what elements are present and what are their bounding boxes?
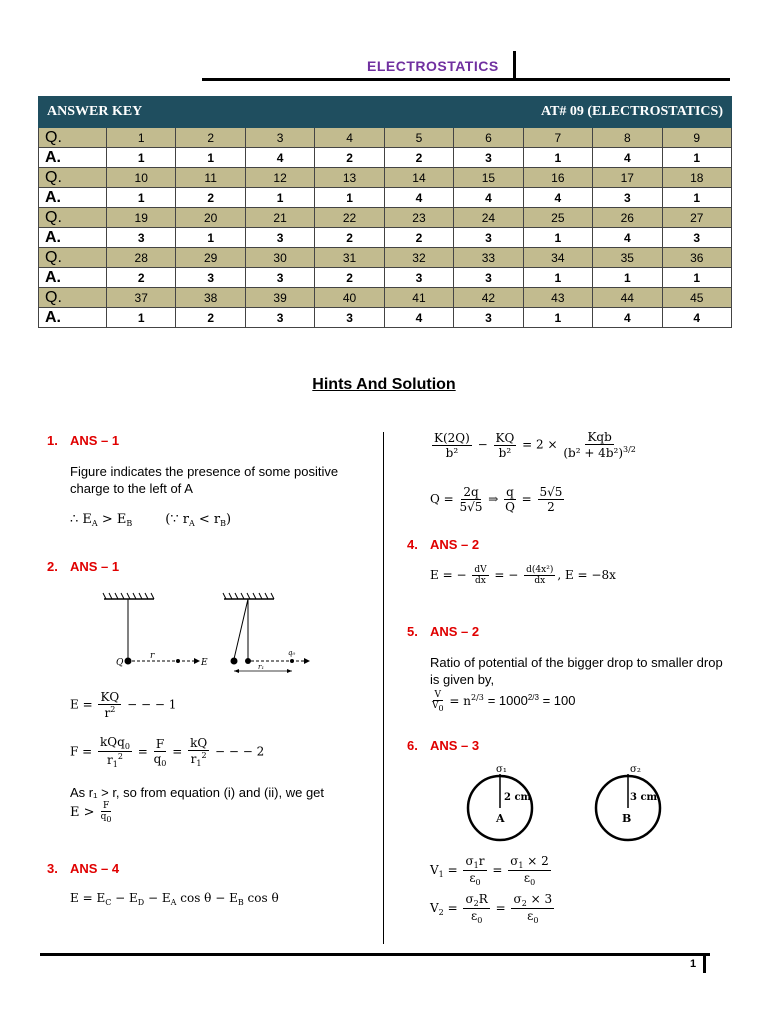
answer-row [39, 268, 732, 288]
solution-1-number: 1. [47, 433, 58, 448]
answer-cell: 2 [384, 148, 453, 168]
fig2-label-e: E [201, 658, 208, 668]
answer-cell: 1 [662, 148, 732, 168]
answer-cell: 3 [107, 228, 176, 248]
answer-cell: 1 [523, 228, 592, 248]
solution-2-conclusion: E > $\frac{F}{q0}$ [70, 801, 112, 824]
answer-cell: 4 [593, 308, 662, 328]
answer-cell: 4 [523, 188, 592, 208]
question-number-cell: 38 [176, 288, 245, 308]
question-number-cell: 25 [523, 208, 592, 228]
solution-3-equation: $E = E_C - E_D - E_A$ $\cos \theta - E_B$ cos θ [70, 891, 279, 907]
answer-row [39, 228, 732, 248]
answer-cell: 4 [662, 308, 732, 328]
answer-cell: 2 [176, 308, 245, 328]
footer-vertical-bar [703, 956, 706, 973]
solution-3-answer: ANS – 4 [70, 861, 120, 876]
answer-cell: 3 [245, 308, 314, 328]
question-number-cell: 7 [523, 128, 592, 148]
answer-cell: 4 [454, 188, 523, 208]
answer-cell: 2 [176, 188, 245, 208]
solution-3-heading [47, 861, 119, 876]
answer-cell: 3 [454, 268, 523, 288]
answer-cell: 2 [384, 228, 453, 248]
solution-2-number: 2. [47, 559, 58, 574]
question-number-cell: 5 [384, 128, 453, 148]
question-row [39, 248, 732, 268]
question-number-cell: 23 [384, 208, 453, 228]
question-number-cell: 20 [176, 208, 245, 228]
question-number-cell: 6 [454, 128, 523, 148]
answer-cell: 4 [384, 188, 453, 208]
answer-cell: 4 [593, 228, 662, 248]
row-label: A. [39, 268, 107, 288]
solution-5-text: Ratio of potential of the bigger drop to smaller drop is given by, [430, 655, 723, 687]
question-number-cell: 42 [454, 288, 523, 308]
question-row [39, 208, 732, 228]
answer-cell: 3 [593, 188, 662, 208]
solution-1-equation: ∴ $E_A > E_B$ (∵ $r_A < r_B$) [70, 512, 232, 528]
answer-cell: 4 [245, 148, 314, 168]
answer-cell: 2 [315, 148, 384, 168]
question-number-cell: 28 [107, 248, 176, 268]
solution-4-number: 4. [407, 537, 418, 552]
solution-5-result-2: = 100 [542, 693, 576, 708]
solution-6-number: 6. [407, 738, 418, 753]
header-rule [202, 78, 730, 81]
solution-3-equation-2: $\frac{K(2Q)}{\text{b²}}$ − $\frac{KQ}{\text{b²}}$ = 2 × $\frac{\text{Kqb}}{(b^2 + 4b^2)^{3/2}}$ [434, 430, 636, 460]
row-label: A. [39, 228, 107, 248]
answer-cell: 3 [176, 268, 245, 288]
answer-cell: 3 [245, 268, 314, 288]
question-number-cell: 11 [176, 168, 245, 188]
solution-2-text: As r₁ > r, so from equation (i) and (ii), we get [70, 785, 325, 800]
question-row [39, 288, 732, 308]
question-number-cell: 32 [384, 248, 453, 268]
answer-cell: 3 [454, 228, 523, 248]
row-label: Q. [39, 208, 107, 228]
answer-row [39, 308, 732, 328]
question-number-cell: 4 [315, 128, 384, 148]
pendulum-figure [98, 589, 312, 677]
footer-rule [40, 953, 710, 956]
question-number-cell: 19 [107, 208, 176, 228]
answer-cell: 1 [107, 148, 176, 168]
question-number-cell: 1 [107, 128, 176, 148]
row-label: A. [39, 188, 107, 208]
answer-cell: 2 [315, 268, 384, 288]
question-number-cell: 22 [315, 208, 384, 228]
solution-6-heading [407, 738, 479, 753]
solution-6-answer: ANS – 3 [430, 738, 480, 753]
fig6-label-a: A [496, 812, 505, 825]
fig2-label-r: r [150, 651, 155, 661]
question-number-cell: 33 [454, 248, 523, 268]
solution-2-equation-2: F = $\frac{kQq_0}{r_1^2}$ = $\frac{F}{q_0}$ = $\frac{kQ}{r_1^2}$ − − − 2 [70, 735, 265, 769]
solution-1-heading [47, 433, 119, 448]
row-label: Q. [39, 248, 107, 268]
answer-cell: 1 [523, 308, 592, 328]
solution-4-answer: ANS – 2 [430, 537, 480, 552]
fig6-label-b: B [622, 812, 632, 825]
row-label: A. [39, 148, 107, 168]
row-label: Q. [39, 288, 107, 308]
document-header-title: ELECTROSTATICS [367, 58, 499, 74]
question-number-cell: 3 [245, 128, 314, 148]
fig6-len-b: 3 cm [630, 792, 658, 803]
question-number-cell: 35 [593, 248, 662, 268]
question-number-cell: 36 [662, 248, 732, 268]
solution-6-equation-2: $V_2$ = $\frac{\sigma_2R}{\varepsilon_0}$ = $\frac{\sigma_2 \times 3}{\varepsilon_0}$ [430, 892, 553, 925]
hints-section-title: Hints And Solution [312, 376, 456, 393]
fig6-sigma2: σ₂ [630, 764, 641, 775]
question-number-cell: 15 [454, 168, 523, 188]
question-number-cell: 18 [662, 168, 732, 188]
answer-row [39, 188, 732, 208]
question-number-cell: 45 [662, 288, 732, 308]
solution-1-answer: ANS – 1 [70, 433, 120, 448]
answer-cell: 1 [662, 268, 732, 288]
question-number-cell: 14 [384, 168, 453, 188]
solution-2-answer: ANS – 1 [70, 559, 120, 574]
answer-cell: 3 [384, 268, 453, 288]
answer-cell: 1 [107, 188, 176, 208]
solution-1-text: Figure indicates the presence of some positive charge to the left of A [70, 464, 339, 496]
column-divider [383, 432, 384, 944]
solution-6-equation-1: $V_1$ = $\frac{\sigma_1r}{\varepsilon_0}$ = $\frac{\sigma_1 \times 2}{\varepsilon_0}$ [430, 854, 549, 887]
question-number-cell: 2 [176, 128, 245, 148]
answer-cell: 1 [245, 188, 314, 208]
question-number-cell: 13 [315, 168, 384, 188]
answer-cell: 2 [107, 268, 176, 288]
row-label: A. [39, 308, 107, 328]
answer-cell: 1 [107, 308, 176, 328]
answer-cell: 2 [315, 228, 384, 248]
answer-cell: 1 [523, 268, 592, 288]
question-number-cell: 39 [245, 288, 314, 308]
header-vertical-bar [513, 51, 516, 79]
question-number-cell: 40 [315, 288, 384, 308]
question-number-cell: 27 [662, 208, 732, 228]
row-label: Q. [39, 168, 107, 188]
solution-2-equation-1: E = $\frac{KQ}{r^2}$ − − − 1 [70, 690, 177, 720]
answer-cell: 1 [593, 268, 662, 288]
solution-5-heading [407, 624, 479, 639]
question-number-cell: 31 [315, 248, 384, 268]
answer-cell: 3 [454, 148, 523, 168]
question-number-cell: 30 [245, 248, 314, 268]
solution-5-number: 5. [407, 624, 418, 639]
answer-cell: 4 [384, 308, 453, 328]
fig2-label-q: Q [116, 658, 124, 668]
question-number-cell: 17 [593, 168, 662, 188]
fig2-label-q0: q₀ [288, 649, 296, 657]
fig6-sigma1: σ₁ [496, 764, 507, 775]
question-number-cell: 29 [176, 248, 245, 268]
question-number-cell: 21 [245, 208, 314, 228]
question-number-cell: 37 [107, 288, 176, 308]
question-number-cell: 34 [523, 248, 592, 268]
answer-key-title: ANSWER KEY [39, 97, 385, 128]
answer-row [39, 148, 732, 168]
solution-4-equation: E = − $\frac{dV}{dx}$ = − $\frac{\text{d(4x²)}}{dx}$ , E = −8x [430, 565, 616, 586]
solution-5-result: = 1000 [487, 693, 528, 708]
solution-2-heading [47, 559, 119, 574]
question-row [39, 168, 732, 188]
question-number-cell: 12 [245, 168, 314, 188]
question-number-cell: 26 [593, 208, 662, 228]
answer-cell: 1 [315, 188, 384, 208]
question-number-cell: 44 [593, 288, 662, 308]
question-number-cell: 24 [454, 208, 523, 228]
page-number: 1 [690, 958, 697, 970]
question-number-cell: 8 [593, 128, 662, 148]
answer-cell: 3 [245, 228, 314, 248]
question-number-cell: 43 [523, 288, 592, 308]
answer-cell: 1 [176, 148, 245, 168]
question-number-cell: 10 [107, 168, 176, 188]
fig6-len-a: 2 cm [504, 792, 532, 803]
question-number-cell: 16 [523, 168, 592, 188]
question-number-cell: 41 [384, 288, 453, 308]
answer-key-title-bar [39, 97, 732, 128]
solution-4-heading [407, 537, 479, 552]
solution-5-answer: ANS – 2 [430, 624, 480, 639]
question-number-cell: 9 [662, 128, 732, 148]
answer-cell: 1 [523, 148, 592, 168]
answer-cell: 3 [662, 228, 732, 248]
answer-cell: 1 [176, 228, 245, 248]
solution-3-equation-3: Q = $\frac{2q}{5√5}$ ⇒ $\frac{q}{Q}$ = $\frac{5√5}{2}$ [430, 485, 563, 514]
solution-5-equation: $\frac{V}{V0}$ = $n^{2/3} = 1000^{2/3} = 100$ [432, 690, 576, 713]
question-row [39, 128, 732, 148]
answer-cell: 4 [593, 148, 662, 168]
fig2-label-r1: r₁ [258, 663, 265, 671]
solution-3-number: 3. [47, 861, 58, 876]
answer-cell: 3 [315, 308, 384, 328]
spheres-figure [460, 762, 670, 846]
test-title: AT# 09 (ELECTROSTATICS) [384, 97, 731, 128]
answer-key-table [38, 96, 732, 328]
row-label: Q. [39, 128, 107, 148]
answer-cell: 1 [662, 188, 732, 208]
answer-cell: 3 [454, 308, 523, 328]
